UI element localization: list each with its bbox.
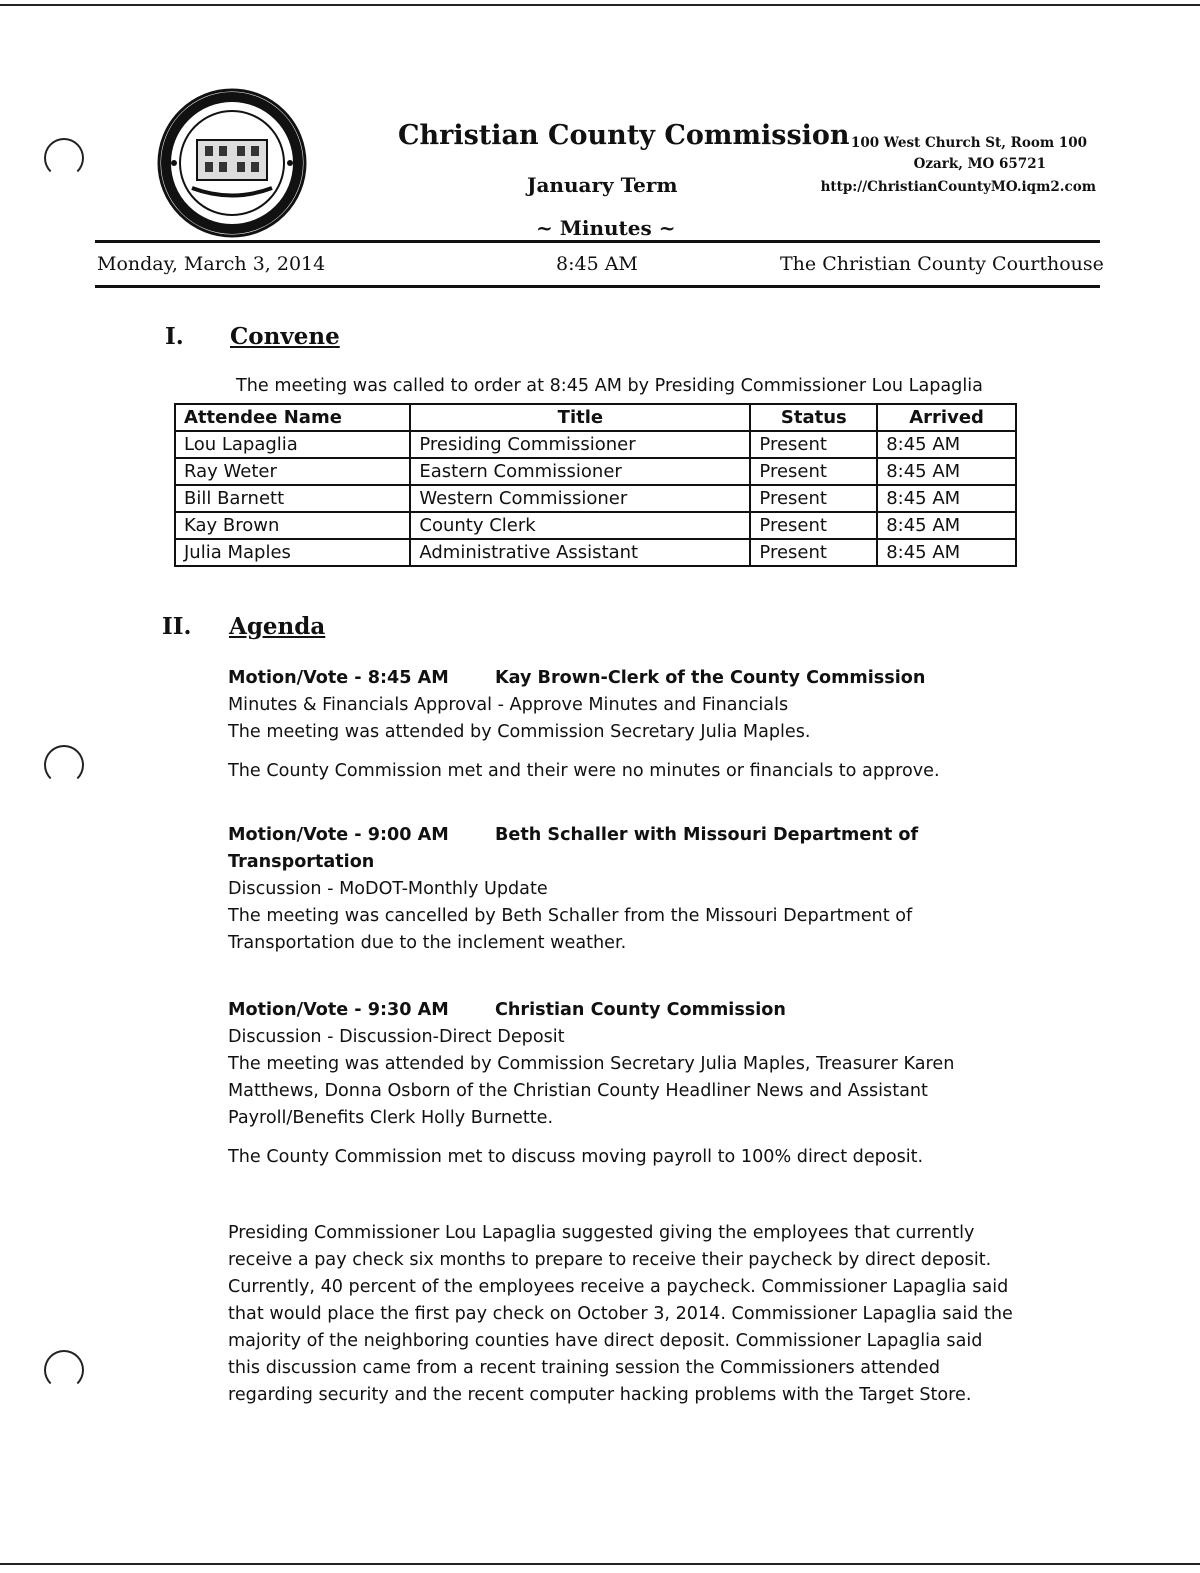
meeting-location: The Christian County Courthouse <box>780 253 1104 275</box>
meeting-time: 8:45 AM <box>556 253 638 275</box>
punch-hole-bottom <box>44 1350 84 1390</box>
table-row <box>175 539 1016 566</box>
discussion-paragraph-line-6: this discussion came from a recent training session the Commissioners attended <box>228 1358 941 1378</box>
attendee-name: Ray Weter <box>175 458 410 485</box>
attendee-status: Present <box>750 512 877 539</box>
attendee-title: Administrative Assistant <box>410 539 750 566</box>
attendee-name: Lou Lapaglia <box>175 431 410 458</box>
column-header: Title <box>410 404 750 431</box>
table-row <box>175 431 1016 458</box>
agenda-item-1-label: Motion/Vote - 8:45 AM <box>228 668 449 688</box>
attendee-name: Kay Brown <box>175 512 410 539</box>
column-header: Attendee Name <box>175 404 410 431</box>
agenda-item-2-presenter: Beth Schaller with Missouri Department of <box>495 825 919 845</box>
agenda-item-2-label: Motion/Vote - 9:00 AM <box>228 825 449 845</box>
agenda-item-1-topic: Minutes & Financials Approval - Approve Minutes and Financials <box>228 695 789 715</box>
term-label: January Term <box>527 173 678 197</box>
commission-title: Christian County Commission <box>398 120 850 151</box>
agenda-item-3-note: The County Commission met to discuss moving payroll to 100% direct deposit. <box>228 1147 924 1167</box>
table-row <box>175 485 1016 512</box>
attendee-name: Julia Maples <box>175 539 410 566</box>
convene-intro: The meeting was called to order at 8:45 AM by Presiding Commissioner Lou Lapaglia <box>236 376 983 396</box>
minutes-label: ~ Minutes ~ <box>536 216 676 240</box>
discussion-paragraph-line-3: Currently, 40 percent of the employees receive a paycheck. Commissioner Lapaglia said <box>228 1277 1009 1297</box>
column-header: Arrived <box>877 404 1016 431</box>
attendee-title: Western Commissioner <box>410 485 750 512</box>
punch-hole-middle <box>44 745 84 785</box>
attendee-arrived: 8:45 AM <box>877 431 1016 458</box>
section-title-agenda: Agenda <box>229 613 326 640</box>
agenda-item-3-attended-line-1: The meeting was attended by Commission Secretary Julia Maples, Treasurer Karen <box>228 1054 955 1074</box>
attendee-table <box>174 403 1017 567</box>
attendee-status: Present <box>750 485 877 512</box>
agenda-item-3-topic: Discussion - Discussion-Direct Deposit <box>228 1027 565 1047</box>
agenda-item-2-note-line-1: The meeting was cancelled by Beth Schaller from the Missouri Department of <box>228 906 913 926</box>
county-seal-logo <box>157 88 307 238</box>
agenda-item-3-presenter: Christian County Commission <box>495 1000 786 1020</box>
header-rule-bottom <box>95 285 1100 288</box>
agenda-item-3-label: Motion/Vote - 9:30 AM <box>228 1000 449 1020</box>
top-edge-line <box>0 4 1200 6</box>
section-number-agenda: II. <box>162 613 192 640</box>
agenda-item-1-attended: The meeting was attended by Commission Secretary Julia Maples. <box>228 722 811 742</box>
attendee-title: Presiding Commissioner <box>410 431 750 458</box>
agenda-item-3-attended-line-3: Payroll/Benefits Clerk Holly Burnette. <box>228 1108 554 1128</box>
section-title-convene: Convene <box>230 323 340 350</box>
discussion-paragraph-line-2: receive a pay check six months to prepare to receive their paycheck by direct deposit. <box>228 1250 992 1270</box>
attendee-status: Present <box>750 431 877 458</box>
discussion-paragraph-line-1: Presiding Commissioner Lou Lapaglia suggested giving the employees that currently <box>228 1223 975 1243</box>
table-row <box>175 512 1016 539</box>
section-number-convene: I. <box>165 323 184 350</box>
website-link[interactable]: http://ChristianCountyMO.iqm2.com <box>820 179 1096 195</box>
header-rule-top <box>95 240 1100 243</box>
agenda-item-3-attended-line-2: Matthews, Donna Osborn of the Christian County Headliner News and Assistant <box>228 1081 928 1101</box>
address-line-2: Ozark, MO 65721 <box>913 156 1046 172</box>
meeting-date: Monday, March 3, 2014 <box>97 253 326 275</box>
attendee-arrived: 8:45 AM <box>877 539 1016 566</box>
bottom-edge-line <box>0 1563 1200 1565</box>
address-line-1: 100 West Church St, Room 100 <box>850 135 1087 151</box>
agenda-item-2-presenter-cont: Transportation <box>228 852 375 872</box>
attendee-status: Present <box>750 539 877 566</box>
attendee-arrived: 8:45 AM <box>877 485 1016 512</box>
table-header-row <box>175 404 1016 431</box>
discussion-paragraph-line-7: regarding security and the recent computer hacking problems with the Target Store. <box>228 1385 972 1405</box>
attendee-arrived: 8:45 AM <box>877 512 1016 539</box>
agenda-item-2-note-line-2: Transportation due to the inclement weather. <box>228 933 627 953</box>
table-row <box>175 458 1016 485</box>
attendee-title: County Clerk <box>410 512 750 539</box>
discussion-paragraph-line-4: that would place the first pay check on October 3, 2014. Commissioner Lapaglia said the <box>228 1304 1013 1324</box>
attendee-title: Eastern Commissioner <box>410 458 750 485</box>
attendee-name: Bill Barnett <box>175 485 410 512</box>
agenda-item-2-topic: Discussion - MoDOT-Monthly Update <box>228 879 548 899</box>
discussion-paragraph-line-5: majority of the neighboring counties have direct deposit. Commissioner Lapaglia said <box>228 1331 983 1351</box>
column-header: Status <box>750 404 877 431</box>
attendee-arrived: 8:45 AM <box>877 458 1016 485</box>
agenda-item-1-presenter: Kay Brown-Clerk of the County Commission <box>495 668 926 688</box>
punch-hole-top <box>44 138 84 178</box>
attendee-status: Present <box>750 458 877 485</box>
agenda-item-1-note: The County Commission met and their were no minutes or financials to approve. <box>228 761 940 781</box>
